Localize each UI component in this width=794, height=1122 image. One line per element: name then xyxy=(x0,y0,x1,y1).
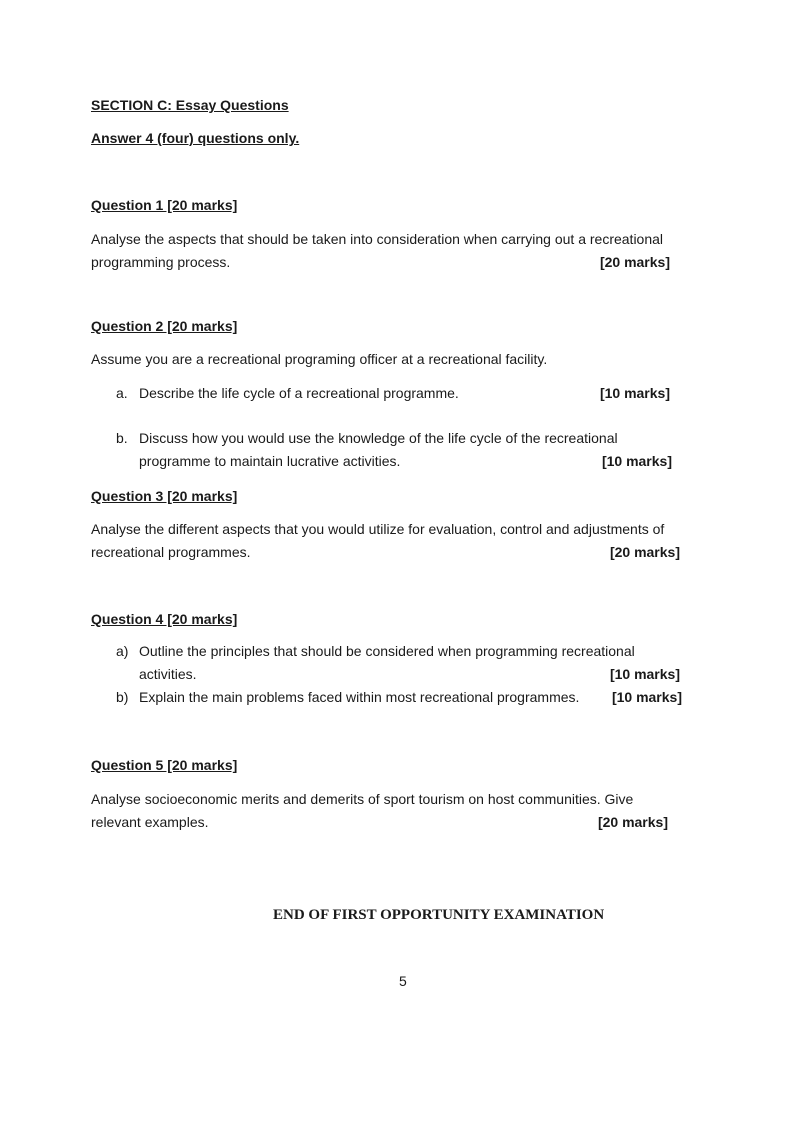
question-2a-text: Describe the life cycle of a recreational programme. xyxy=(139,385,459,401)
instruction: Answer 4 (four) questions only. xyxy=(91,130,300,146)
part-label: b) xyxy=(116,689,129,705)
part-label: a. xyxy=(116,385,128,401)
question-2-heading: Question 2 [20 marks] xyxy=(91,318,238,334)
question-2a-marks: [10 marks] xyxy=(599,385,670,401)
question-1-text: Analyse the aspects that should be taken into consideration when carrying out a recreational xyxy=(91,231,664,247)
question-1-heading: Question 1 [20 marks] xyxy=(91,197,238,213)
question-4b-marks: [10 marks] xyxy=(611,689,682,705)
end-of-exam: END OF FIRST OPPORTUNITY EXAMINATION xyxy=(273,907,605,923)
question-1-text: programming process. xyxy=(91,254,231,270)
question-5-text: Analyse socioeconomic merits and demerits of sport tourism on host communities. Give xyxy=(91,791,634,807)
question-4a-text: activities. xyxy=(139,666,197,682)
question-5-text: relevant examples. xyxy=(91,814,209,830)
question-4a-marks: [10 marks] xyxy=(609,666,680,682)
question-5-heading: Question 5 [20 marks] xyxy=(91,757,238,773)
page-number: 5 xyxy=(399,973,407,989)
question-2-intro: Assume you are a recreational programing officer at a recreational facility. xyxy=(91,351,548,367)
question-2b-text: Discuss how you would use the knowledge of the life cycle of the recreational xyxy=(139,430,618,446)
question-2b-marks: [10 marks] xyxy=(601,453,672,469)
section-title: SECTION C: Essay Questions xyxy=(91,97,289,113)
question-2b-text: programme to maintain lucrative activities. xyxy=(139,453,401,469)
question-4-heading: Question 4 [20 marks] xyxy=(91,611,238,627)
question-4a-text: Outline the principles that should be considered when programming recreational xyxy=(139,643,635,659)
question-3-text: Analyse the different aspects that you would utilize for evaluation, control and adjustments of xyxy=(91,521,665,537)
part-label: a) xyxy=(116,643,129,659)
question-4b-text: Explain the main problems faced within most recreational programmes. xyxy=(139,689,580,705)
question-3-text: recreational programmes. xyxy=(91,544,251,560)
question-3-marks: [20 marks] xyxy=(609,544,680,560)
question-5-marks: [20 marks] xyxy=(597,814,668,830)
question-3-heading: Question 3 [20 marks] xyxy=(91,488,238,504)
question-1-marks: [20 marks] xyxy=(599,254,670,270)
part-label: b. xyxy=(116,430,128,446)
